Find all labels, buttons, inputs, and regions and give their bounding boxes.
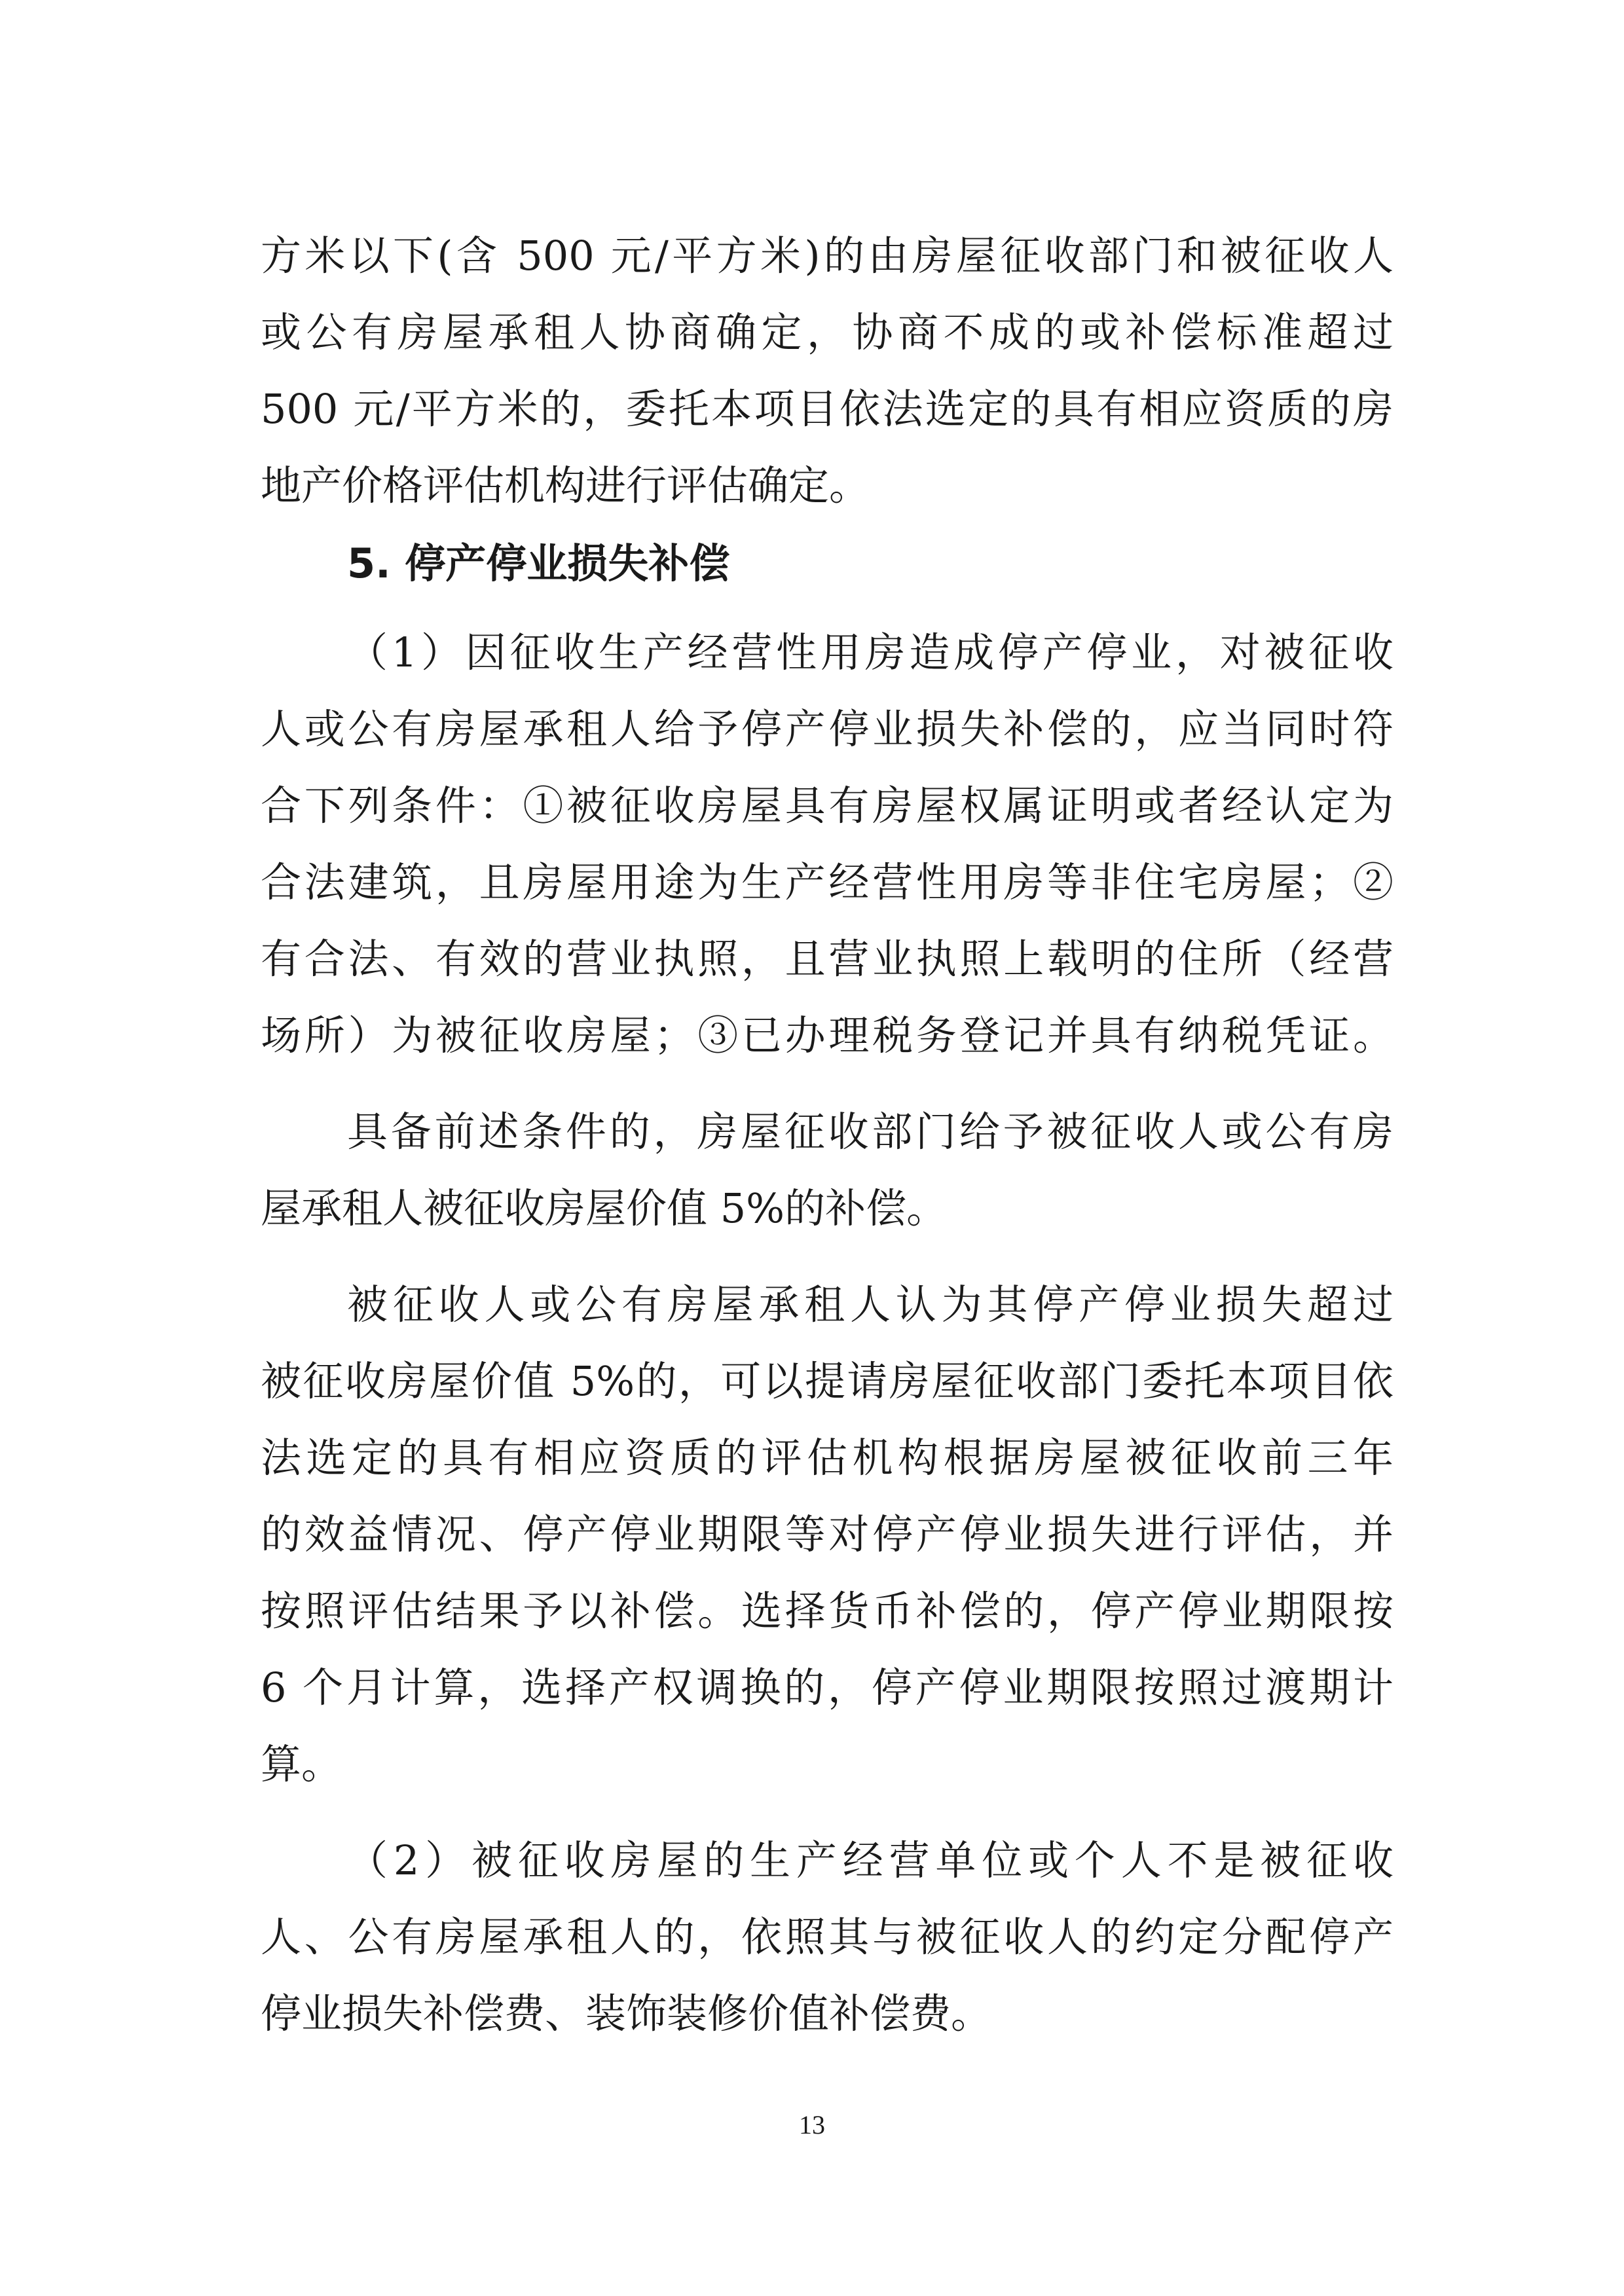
section-heading: 5. 停产停业损失补偿 — [347, 539, 730, 587]
text-line: 6 个月计算，选择产权调换的，停产停业期限按照过渡期计 — [261, 1664, 1393, 1711]
text-line: 被征收房屋价值 5%的，可以提请房屋征收部门委托本项目依 — [261, 1357, 1393, 1405]
text-line: 被征收人或公有房屋承租人认为其停产停业损失超过 — [347, 1281, 1393, 1328]
text-line: 场所）为被征收房屋；③已办理税务登记并具有纳税凭证。 — [261, 1011, 1393, 1059]
text-line: 合下列条件：①被征收房屋具有房屋权属证明或者经认定为 — [261, 782, 1393, 829]
text-line: （2）被征收房屋的生产经营单位或个人不是被征收 — [347, 1836, 1393, 1884]
text-line: 合法建筑，且房屋用途为生产经营性用房等非住宅房屋；② — [261, 858, 1393, 906]
text-line: 的效益情况、停产停业期限等对停产停业损失进行评估，并 — [261, 1510, 1393, 1558]
text-line: 人或公有房屋承租人给予停产停业损失补偿的，应当同时符 — [261, 705, 1393, 753]
text-line: 停业损失补偿费、装饰装修价值补偿费。 — [261, 1990, 992, 2037]
text-line: 或公有房屋承租人协商确定，协商不成的或补偿标准超过 — [261, 308, 1393, 356]
text-line: 人、公有房屋承租人的，依照其与被征收人的约定分配停产 — [261, 1913, 1393, 1961]
text-line: 方米以下(含 500 元/平方米)的由房屋征收部门和被征收人 — [261, 232, 1393, 280]
text-line: 按照评估结果予以补偿。选择货币补偿的，停产停业期限按 — [261, 1587, 1393, 1635]
text-line: 算。 — [261, 1740, 342, 1788]
text-line: （1）因征收生产经营性用房造成停产停业，对被征收 — [347, 629, 1393, 676]
text-line: 有合法、有效的营业执照，且营业执照上载明的住所（经营 — [261, 935, 1393, 983]
text-line: 屋承租人被征收房屋价值 5%的补偿。 — [261, 1184, 948, 1232]
text-line: 法选定的具有相应资质的评估机构根据房屋被征收前三年 — [261, 1434, 1393, 1482]
text-line: 具备前述条件的，房屋征收部门给予被征收人或公有房 — [347, 1108, 1393, 1156]
page-number: 13 — [799, 2110, 825, 2140]
text-line: 地产价格评估机构进行评估确定。 — [261, 462, 870, 509]
text-line: 500 元/平方米的，委托本项目依法选定的具有相应资质的房 — [261, 385, 1393, 433]
